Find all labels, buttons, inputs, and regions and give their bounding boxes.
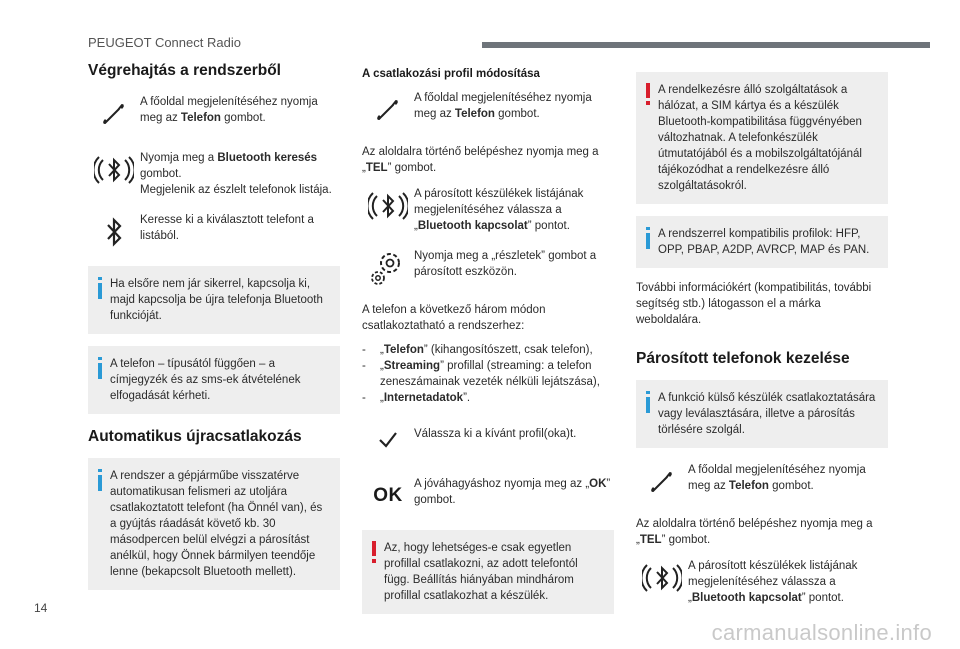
info-mark-icon <box>94 469 106 491</box>
info-mark-icon <box>642 391 654 413</box>
info-note: Ha elsőre nem jár sikerrel, kapcsolja ki, majd kapcsolja be újra telefonja Bluetooth funkcióját. <box>88 266 340 334</box>
list-item: - „Telefon” (kihangosítószett, csak telefon), <box>362 344 593 356</box>
section-heading-paired-phones: Párosított telefonok kezelése <box>636 350 850 367</box>
page-number: 14 <box>34 601 48 615</box>
bluetooth-search-icon <box>636 556 688 600</box>
three-ways-paragraph: A telefon a következő három módon csatlakoztatható a rendszerhez: <box>362 304 546 332</box>
profile-list <box>362 342 614 406</box>
bluetooth-search-icon <box>362 184 414 228</box>
info-note: A rendszerrel kompatibilis profilok: HFP, OPP, PBAP, A2DP, AVRCP, MAP és PAN. <box>636 216 888 268</box>
phone-icon <box>88 92 140 136</box>
info-mark-icon <box>94 357 106 379</box>
info-note: A telefon – típusától függően – a címjegyzék és az sms-ek átvételének elfogadását kérheti. <box>88 346 340 414</box>
profile-heading: A csatlakozási profil módosítása <box>362 68 540 80</box>
step-phone: A főoldal megjelenítéséhez nyomja meg az Telefon gombot. <box>362 88 614 132</box>
header-bar <box>482 42 930 48</box>
tel-paragraph: Az aloldalra történő belépéshez nyomja meg a „TEL” gombot. <box>362 146 599 174</box>
section-heading-auto-reconnect: Automatikus újracsatlakozás <box>88 428 302 445</box>
gears-icon <box>362 246 414 290</box>
step-details: Nyomja meg a „részletek” gombot a párosított eszközön. <box>362 246 614 290</box>
column-3 <box>636 72 888 618</box>
info-mark-icon <box>94 277 106 299</box>
bluetooth-icon <box>88 210 140 254</box>
checkmark-icon <box>362 418 414 462</box>
tel-paragraph: Az aloldalra történő belépéshez nyomja meg a „TEL” gombot. <box>636 518 873 546</box>
info-note: A funkció külső készülék csatlakoztatására vagy leválasztására, illetve a párosítás törlésére szolgál. <box>636 380 888 448</box>
info-mark-icon <box>642 227 654 249</box>
step-ok: OK A jóváhagyáshoz nyomja meg az „OK” gombot. <box>373 478 611 506</box>
warning-note: Az, hogy lehetséges-e csak egyetlen profillal csatlakozni, az adott telefontól függ. Beállítás hiányában mindhárom profillal csatlakozhat a készülék. <box>362 530 614 614</box>
phone-icon <box>362 88 414 132</box>
list-item: - „Internetadatok”. <box>362 392 471 404</box>
section-heading-execution: Végrehajtás a rendszerből <box>88 62 281 79</box>
info-note: A rendszer a gépjárműbe visszatérve automatikusan felismeri az utoljára csatlakoztatott telefont (ha Önnél van), és a gyújtás ráadását követő kb. 30 másodpercen belül elvégzi a párosítást anélkül, hogy Önnek bármilyen teendője lenne (bekapcsolt Bluetooth mellett). <box>88 458 340 590</box>
phone-icon <box>636 460 688 504</box>
step-phone: A főoldal megjelenítéséhez nyomja meg az Telefon gombot. <box>636 460 888 504</box>
warning-mark-icon <box>642 83 654 105</box>
step-bluetooth-connection: A párosított készülékek listájának megjelenítéséhez válassza a „Bluetooth kapcsolat” pontot. <box>362 184 614 234</box>
step-select-phone: Keresse ki a kiválasztott telefont a listából. <box>88 210 340 254</box>
step-bluetooth-connection: A párosított készülékek listájának megjelenítéséhez válassza a „Bluetooth kapcsolat” pontot. <box>636 556 888 606</box>
header-title: PEUGEOT Connect Radio <box>88 35 241 50</box>
bluetooth-search-icon <box>88 148 140 192</box>
list-item: - „Streaming” profillal (streaming: a telefon zeneszámainak vezeték nélküli lejátszása), <box>362 360 600 388</box>
step-bluetooth-search: Nyomja meg a Bluetooth keresés gombot. Megjelenik az észlelt telefonok listája. <box>88 148 340 198</box>
step-phone: A főoldal megjelenítéséhez nyomja meg az Telefon gombot. <box>88 92 340 136</box>
warning-mark-icon <box>368 541 380 563</box>
ok-icon: OK <box>373 485 403 506</box>
step-select-profile: Válassza ki a kívánt profil(oka)t. <box>362 418 614 462</box>
watermark: carmanualsonline.info <box>711 620 932 645</box>
more-info-paragraph: További információkért (kompatibilitás, további segítség stb.) látogasson el a márka weboldalára. <box>636 282 872 326</box>
column-2 <box>362 68 614 626</box>
column-1 <box>88 62 340 602</box>
warning-note: A rendelkezésre álló szolgáltatások a hálózat, a SIM kártya és a készülék Bluetooth-kompatibilitása függvényében változhatnak. A telefonkészülék útmutatójából és a mobilszolgáltatójánál tájékozódhat a rendelkezésre álló szolgáltatásokról. <box>636 72 888 204</box>
